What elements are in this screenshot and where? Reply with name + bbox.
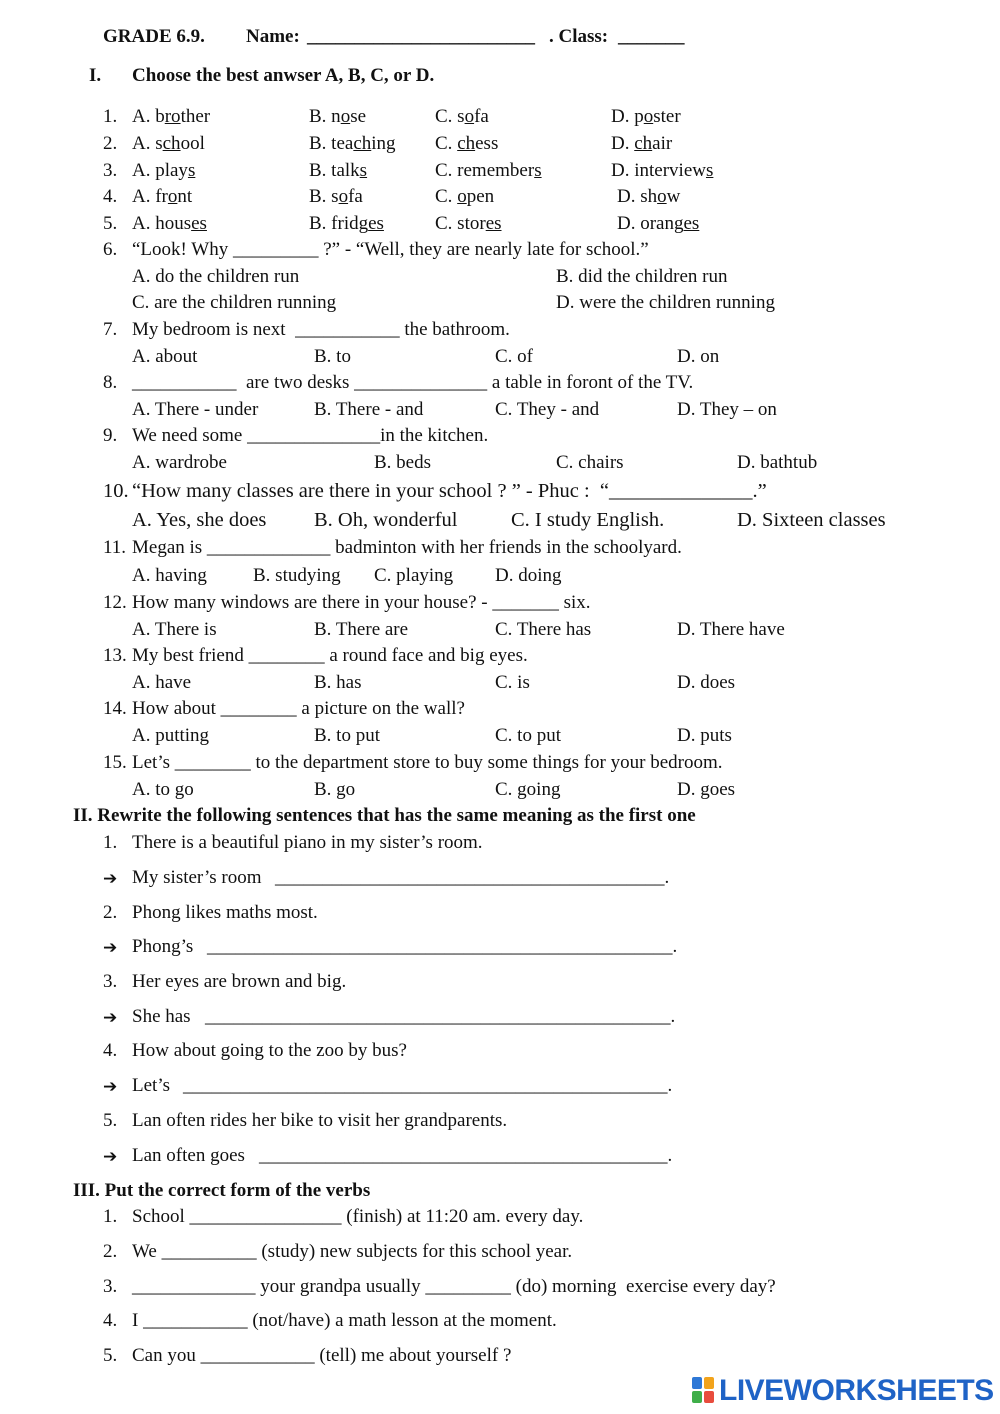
- verb-question-number: 1.: [103, 1206, 118, 1227]
- answer-option[interactable]: C. I study English.: [511, 509, 665, 531]
- answer-option[interactable]: A. There is: [132, 619, 217, 640]
- answer-option[interactable]: B. to: [314, 346, 351, 367]
- original-sentence: There is a beautiful piano in my sister’s room.: [132, 832, 483, 853]
- option-text-rest: w: [666, 186, 681, 207]
- answer-option[interactable]: [132, 186, 192, 208]
- option-text: C.: [435, 186, 458, 207]
- verb-question-number: 2.: [103, 1241, 118, 1262]
- option-text-rest: ess: [475, 133, 499, 154]
- underlined-sound: s: [534, 160, 542, 181]
- rewrite-prompt: She has: [132, 1006, 191, 1027]
- option-text-rest: ool: [180, 133, 205, 154]
- answer-option[interactable]: B. beds: [374, 452, 431, 473]
- verb-question-number: 4.: [103, 1310, 118, 1331]
- option-text: D.: [611, 133, 635, 154]
- grade-label: GRADE 6.9.: [103, 26, 205, 47]
- option-text: A. play: [132, 160, 188, 181]
- answer-option[interactable]: [611, 133, 672, 155]
- answer-option[interactable]: [617, 213, 699, 235]
- answer-option[interactable]: D. were the children running: [556, 292, 775, 313]
- section-1-title: Choose the best anwser A, B, C, or D.: [132, 65, 435, 86]
- original-sentence: How about going to the zoo by bus?: [132, 1040, 407, 1061]
- sentence-number: 2.: [103, 902, 118, 923]
- answer-option[interactable]: B. There - and: [314, 399, 424, 420]
- question-number: 2.: [103, 133, 118, 154]
- option-text-rest: fa: [348, 186, 363, 207]
- underlined-sound: o: [657, 186, 667, 207]
- underlined-sound: o: [167, 186, 178, 207]
- answer-option[interactable]: [309, 133, 396, 155]
- answer-option[interactable]: [611, 160, 713, 182]
- class-blank[interactable]: _______: [618, 26, 685, 47]
- section-1-number: I.: [89, 65, 102, 86]
- option-text: D. interview: [611, 160, 706, 181]
- arrow-right-icon: ➔: [103, 1008, 118, 1028]
- answer-option[interactable]: B. Oh, wonderful: [314, 509, 458, 531]
- answer-option[interactable]: D. bathtub: [737, 452, 818, 473]
- option-text-rest: se: [350, 106, 367, 127]
- answer-option[interactable]: A. putting: [132, 725, 210, 746]
- answer-option[interactable]: C. of: [495, 346, 533, 367]
- underlined-sound: s: [359, 160, 368, 181]
- question-text: “How many classes are there in your school ? ” - Phuc : “______________.”: [132, 480, 767, 502]
- answer-option[interactable]: A. There - under: [132, 399, 259, 420]
- answer-option[interactable]: [435, 213, 502, 235]
- rewrite-prompt: Let’s: [132, 1075, 170, 1096]
- arrow-right-icon: ➔: [103, 938, 118, 958]
- original-sentence: Lan often rides her bike to visit her grandparents.: [132, 1110, 508, 1131]
- answer-option[interactable]: [309, 213, 384, 235]
- question-number: 5.: [103, 213, 118, 234]
- answer-option[interactable]: [435, 186, 494, 208]
- answer-option[interactable]: B. to put: [314, 725, 380, 746]
- arrow-right-icon: ➔: [103, 1147, 118, 1167]
- question-text: We need some ______________in the kitchen.: [132, 425, 489, 446]
- question-text: My bedroom is next ___________ the bathroom.: [132, 319, 510, 340]
- answer-option[interactable]: [309, 186, 363, 208]
- option-text: A. fr: [132, 186, 168, 207]
- rewrite-answer-blank[interactable]: ___________________________________________________.: [183, 1075, 673, 1096]
- option-text: B. talk: [309, 160, 360, 181]
- answer-option[interactable]: [435, 106, 489, 128]
- rewrite-answer-blank[interactable]: _________________________________________.: [275, 867, 670, 888]
- question-number: 4.: [103, 186, 118, 207]
- answer-option[interactable]: B. did the children run: [556, 266, 728, 287]
- original-sentence: Her eyes are brown and big.: [132, 971, 347, 992]
- arrow-right-icon: ➔: [103, 1077, 118, 1097]
- answer-option[interactable]: [309, 160, 367, 182]
- question-text: Megan is _____________ badminton with her friends in the schoolyard.: [132, 537, 682, 558]
- option-text: A. b: [132, 106, 165, 127]
- answer-option[interactable]: [132, 133, 205, 155]
- question-number: 11.: [103, 537, 127, 558]
- original-sentence: Phong likes maths most.: [132, 902, 318, 923]
- answer-option[interactable]: B. There are: [314, 619, 409, 640]
- question-number: 6.: [103, 239, 118, 260]
- answer-option[interactable]: D. on: [677, 346, 720, 367]
- rewrite-answer-blank[interactable]: _________________________________________________.: [207, 936, 678, 957]
- option-text-rest: pen: [466, 186, 495, 207]
- rewrite-answer-blank[interactable]: ___________________________________________.: [259, 1145, 673, 1166]
- question-number: 1.: [103, 106, 118, 127]
- answer-option[interactable]: C. to put: [495, 725, 561, 746]
- underlined-sound: ch: [634, 133, 653, 154]
- underlined-sound: es: [485, 213, 502, 234]
- answer-option[interactable]: B. studying: [253, 565, 341, 586]
- answer-option[interactable]: A. do the children run: [132, 266, 300, 287]
- verb-question-text[interactable]: We __________ (study) new subjects for this school year.: [132, 1241, 573, 1262]
- underlined-sound: o: [457, 186, 467, 207]
- option-text-rest: fa: [474, 106, 489, 127]
- underlined-sound: o: [643, 106, 654, 127]
- underlined-sound: o: [338, 186, 349, 207]
- rewrite-prompt: Phong’s: [132, 936, 194, 957]
- option-text-rest: air: [652, 133, 673, 154]
- rewrite-prompt: Lan often goes: [132, 1145, 245, 1166]
- answer-option[interactable]: D. does: [677, 672, 736, 693]
- verb-question-number: 3.: [103, 1276, 118, 1297]
- answer-option[interactable]: D. They – on: [677, 399, 777, 420]
- question-number: 9.: [103, 425, 118, 446]
- answer-option[interactable]: C. are the children running: [132, 292, 337, 313]
- answer-option[interactable]: A. have: [132, 672, 192, 693]
- question-number: 8.: [103, 372, 118, 393]
- question-text: My best friend ________ a round face and big eyes.: [132, 645, 528, 666]
- verb-question-text[interactable]: _____________ your grandpa usually _________ (do) morning exercise every day?: [132, 1276, 776, 1297]
- underlined-sound: ch: [457, 133, 476, 154]
- answer-option[interactable]: [611, 106, 681, 128]
- question-text: Let’s ________ to the department store to buy some things for your bedroom.: [132, 752, 723, 773]
- answer-option[interactable]: [132, 106, 210, 128]
- liveworksheets-mark-icon: [692, 1377, 716, 1404]
- answer-option[interactable]: D. There have: [677, 619, 785, 640]
- answer-option[interactable]: A. wardrobe: [132, 452, 227, 473]
- underlined-sound: o: [464, 106, 475, 127]
- option-text: A. s: [132, 133, 163, 154]
- answer-option[interactable]: B. has: [314, 672, 362, 693]
- answer-option[interactable]: [132, 160, 195, 182]
- option-text: B. fridg: [309, 213, 369, 234]
- option-text: B. tea: [309, 133, 354, 154]
- question-number: 14.: [103, 698, 127, 719]
- option-text-rest: nt: [177, 186, 193, 207]
- underlined-sound: ch: [162, 133, 181, 154]
- question-text: How about ________ a picture on the wall?: [132, 698, 465, 719]
- question-number: 10.: [103, 480, 129, 502]
- name-blank[interactable]: ________________________: [307, 26, 535, 47]
- option-text: B. s: [309, 186, 339, 207]
- arrow-right-icon: ➔: [103, 869, 118, 889]
- answer-option[interactable]: A. to go: [132, 779, 194, 800]
- option-text-rest: ster: [653, 106, 681, 127]
- verb-question-text[interactable]: I ___________ (not/have) a math lesson at the moment.: [132, 1310, 557, 1331]
- answer-option[interactable]: B. go: [314, 779, 356, 800]
- answer-option[interactable]: D. doing: [495, 565, 562, 586]
- answer-option[interactable]: [309, 106, 366, 128]
- underlined-sound: o: [340, 106, 351, 127]
- answer-option[interactable]: [435, 133, 498, 155]
- option-text: C.: [435, 133, 458, 154]
- brand-name: LIVEWORKSHEETS: [719, 1374, 994, 1407]
- answer-option[interactable]: C. There has: [495, 619, 592, 640]
- answer-option[interactable]: [132, 213, 207, 235]
- underlined-sound: es: [683, 213, 700, 234]
- answer-option[interactable]: A. having: [132, 565, 207, 586]
- underlined-sound: s: [187, 160, 196, 181]
- class-label: . Class:: [549, 26, 609, 47]
- question-number: 15.: [103, 752, 127, 773]
- sentence-number: 3.: [103, 971, 118, 992]
- option-text: D. sh: [617, 186, 658, 207]
- rewrite-answer-blank[interactable]: _________________________________________________.: [205, 1006, 676, 1027]
- option-text: C. s: [435, 106, 465, 127]
- option-text: A. hous: [132, 213, 192, 234]
- question-number: 12.: [103, 592, 127, 613]
- answer-option[interactable]: A. Yes, she does: [132, 509, 267, 531]
- question-text: ___________ are two desks ______________ a table in foront of the TV.: [132, 372, 694, 393]
- section-2-title: II. Rewrite the following sentences that has the same meaning as the first one: [73, 805, 696, 826]
- sentence-number: 5.: [103, 1110, 118, 1131]
- option-text: B. n: [309, 106, 341, 127]
- answer-option[interactable]: D. goes: [677, 779, 736, 800]
- answer-option[interactable]: C. is: [495, 672, 530, 693]
- question-number: 3.: [103, 160, 118, 181]
- answer-option[interactable]: C. They - and: [495, 399, 600, 420]
- sentence-number: 4.: [103, 1040, 118, 1061]
- underlined-sound: es: [191, 213, 207, 234]
- sentence-number: 1.: [103, 832, 118, 853]
- section-3-title: III. Put the correct form of the verbs: [73, 1180, 371, 1201]
- question-text: “Look! Why _________ ?” - “Well, they are nearly late for school.”: [132, 239, 649, 260]
- option-text-rest: ther: [180, 106, 211, 127]
- answer-option[interactable]: D. Sixteen classes: [737, 509, 886, 531]
- answer-option[interactable]: C. going: [495, 779, 561, 800]
- question-number: 7.: [103, 319, 118, 340]
- answer-option[interactable]: D. puts: [677, 725, 732, 746]
- answer-option[interactable]: [435, 160, 542, 182]
- answer-option[interactable]: C. chairs: [556, 452, 624, 473]
- verb-question-text[interactable]: Can you ____________ (tell) me about yourself ?: [132, 1345, 512, 1366]
- option-text: C. remember: [435, 160, 535, 181]
- underlined-sound: es: [368, 213, 384, 234]
- underlined-sound: s: [705, 160, 714, 181]
- name-label: Name:: [246, 26, 300, 47]
- rewrite-prompt: My sister’s room: [132, 867, 262, 888]
- question-number: 13.: [103, 645, 127, 666]
- verb-question-text[interactable]: School ________________ (finish) at 11:20 am. every day.: [132, 1206, 584, 1227]
- option-text: D. p: [611, 106, 644, 127]
- option-text: C. stor: [435, 213, 486, 234]
- underlined-sound: ro: [164, 106, 181, 127]
- option-text: D. orang: [617, 213, 684, 234]
- answer-option[interactable]: C. playing: [374, 565, 454, 586]
- question-text: How many windows are there in your house? - _______ six.: [132, 592, 591, 613]
- underlined-sound: ch: [353, 133, 372, 154]
- answer-option[interactable]: [617, 186, 680, 208]
- option-text-rest: ing: [371, 133, 396, 154]
- answer-option[interactable]: A. about: [132, 346, 198, 367]
- verb-question-number: 5.: [103, 1345, 118, 1366]
